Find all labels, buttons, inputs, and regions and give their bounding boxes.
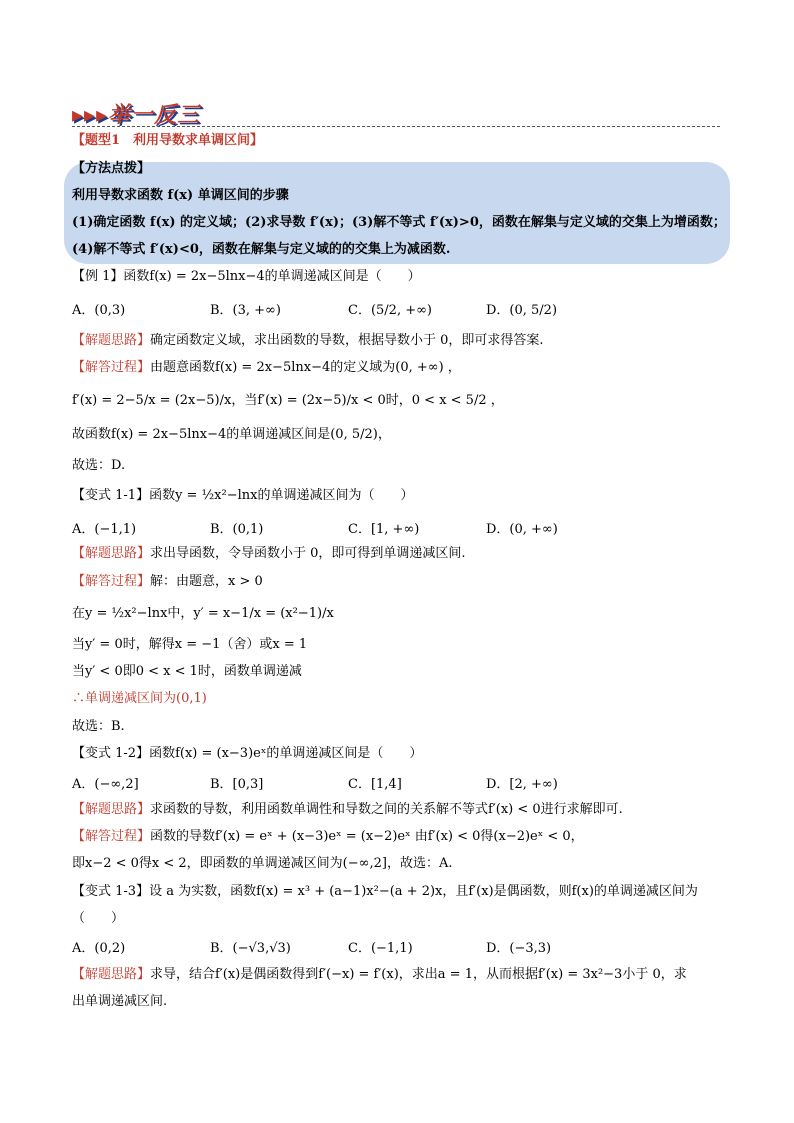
banner-title: ▸▸▸举一反三 bbox=[72, 103, 201, 128]
v11-proc-3: 当y′ = 0时，解得x = −1（舍）或x = 1 bbox=[72, 637, 308, 652]
v11-option-b: B．(0,1) bbox=[210, 522, 264, 537]
ex1-option-b: B．(3, +∞) bbox=[210, 303, 281, 318]
v13-think-2: 出单调递减区间. bbox=[72, 994, 168, 1009]
v13-question-2: （ ） bbox=[72, 911, 125, 926]
ex1-proc-2: f′(x) = 2−5/x = (2x−5)/x，当f′(x) = (2x−5)/x < 0时，0 < x < 5/2 ， bbox=[72, 393, 504, 408]
v11-option-c: C．[1, +∞) bbox=[348, 522, 420, 537]
v12-option-c: C．[1,4] bbox=[348, 777, 402, 792]
v11-think-text: 求出导函数，令导函数小于 0，即可得到单调递减区间. bbox=[150, 546, 466, 561]
ex1-proc-label: 【解答过程】 bbox=[72, 360, 151, 375]
method-line-3: (4)解不等式 f′(x)<0，函数在解集与定义域的的交集上为减函数. bbox=[72, 242, 451, 257]
v12-proc-2: 即x−2 < 0得x < 2，即函数的单调递减区间为(−∞,2]，故选：A. bbox=[72, 856, 453, 871]
v13-option-b: B．(−√3,√3) bbox=[210, 941, 291, 956]
v13-think-label: 【解题思路】 bbox=[72, 967, 151, 982]
ex1-option-d: D．(0, 5/2) bbox=[486, 303, 558, 318]
v12-proc-1: 函数的导数f′(x) = eˣ + (x−3)eˣ = (x−2)eˣ 由f′(x) < 0得(x−2)eˣ < 0， bbox=[150, 829, 584, 844]
v11-proc-4: 当y′ < 0即0 < x < 1时，函数单调递减 bbox=[72, 664, 302, 679]
section-banner bbox=[72, 98, 712, 126]
method-line-2: (1)确定函数 f(x) 的定义域；(2)求导数 f′(x)；(3)解不等式 f′(x)>0，函数在解集与定义域的交集上为增函数； bbox=[72, 215, 726, 230]
ex1-think-text: 确定函数定义域，求出函数的导数，根据导数小于 0，即可求得答案. bbox=[150, 333, 544, 348]
type1-heading: 【题型1 利用导数求单调区间】 bbox=[72, 133, 264, 148]
v13-option-a: A．(0,2) bbox=[72, 941, 126, 956]
ex1-think-label: 【解题思路】 bbox=[72, 333, 151, 348]
method-heading: 【方法点拨】 bbox=[72, 161, 151, 176]
v12-proc-label: 【解答过程】 bbox=[72, 829, 151, 844]
v12-question: 【变式 1-2】函数f(x) = (x−3)eˣ的单调递减区间是（ ） bbox=[72, 746, 423, 761]
ex1-proc bbox=[72, 359, 461, 377]
method-line-1: 利用导数求函数 f(x) 单调区间的步骤 bbox=[72, 188, 289, 203]
ex1-question: 【例 1】函数f(x) = 2x−5lnx−4的单调递减区间是（ ） bbox=[72, 269, 421, 284]
v11-proc-label: 【解答过程】 bbox=[72, 574, 151, 589]
ex1-proc-3: 故函数f(x) = 2x−5lnx−4的单调递减区间是(0, 5/2)， bbox=[72, 427, 391, 442]
ex1-think bbox=[72, 332, 544, 350]
v11-proc bbox=[72, 573, 263, 591]
ex1-option-a: A．(0,3) bbox=[72, 303, 126, 318]
v11-question: 【变式 1-1】函数y = ½x²−lnx的单调递减区间为（ ） bbox=[72, 488, 414, 503]
ex1-proc-1: 由题意函数f(x) = 2x−5lnx−4的定义域为(0, +∞) ， bbox=[150, 360, 461, 375]
v11-think bbox=[72, 545, 466, 563]
v12-think-text: 求函数的导数，利用函数单调性和导数之间的关系解不等式f′(x) < 0进行求解即可. bbox=[150, 802, 623, 817]
v11-option-d: D．(0, +∞) bbox=[486, 522, 558, 537]
ex1-option-c: C．(5/2, +∞) bbox=[348, 303, 432, 318]
v11-proc-2: 在y = ½x²−lnx中，y′ = x−1/x = (x²−1)/x bbox=[72, 606, 334, 621]
ex1-answer: 故选：D. bbox=[72, 458, 126, 473]
v12-proc bbox=[72, 828, 584, 846]
v12-think-label: 【解题思路】 bbox=[72, 802, 151, 817]
banner-divider bbox=[72, 126, 720, 127]
v11-option-a: A．(−1,1) bbox=[72, 522, 137, 537]
v12-option-d: D．[2, +∞) bbox=[486, 777, 558, 792]
v13-think bbox=[72, 966, 687, 984]
v12-option-a: A．(−∞,2] bbox=[72, 777, 139, 792]
v11-answer: 故选：B. bbox=[72, 719, 125, 734]
v13-option-d: D．(−3,3) bbox=[486, 941, 552, 956]
v11-think-label: 【解题思路】 bbox=[72, 546, 151, 561]
v11-proc-5: ∴单调递减区间为(0,1) bbox=[72, 691, 207, 706]
v12-think bbox=[72, 801, 623, 819]
v11-proc-1: 解：由题意，x > 0 bbox=[150, 574, 263, 589]
v13-option-c: C．(−1,1) bbox=[348, 941, 413, 956]
v13-think-text: 求导，结合f′(x)是偶函数得到f′(−x) = f′(x)，求出a = 1，从而根据f′(x) = 3x²−3小于 0，求 bbox=[150, 967, 687, 982]
v13-question: 【变式 1-3】设 a 为实数，函数f(x) = x³ + (a−1)x²−(a + 2)x，且f′(x)是偶函数，则f(x)的单调递减区间为 bbox=[72, 884, 698, 899]
v12-option-b: B．[0,3] bbox=[210, 777, 264, 792]
